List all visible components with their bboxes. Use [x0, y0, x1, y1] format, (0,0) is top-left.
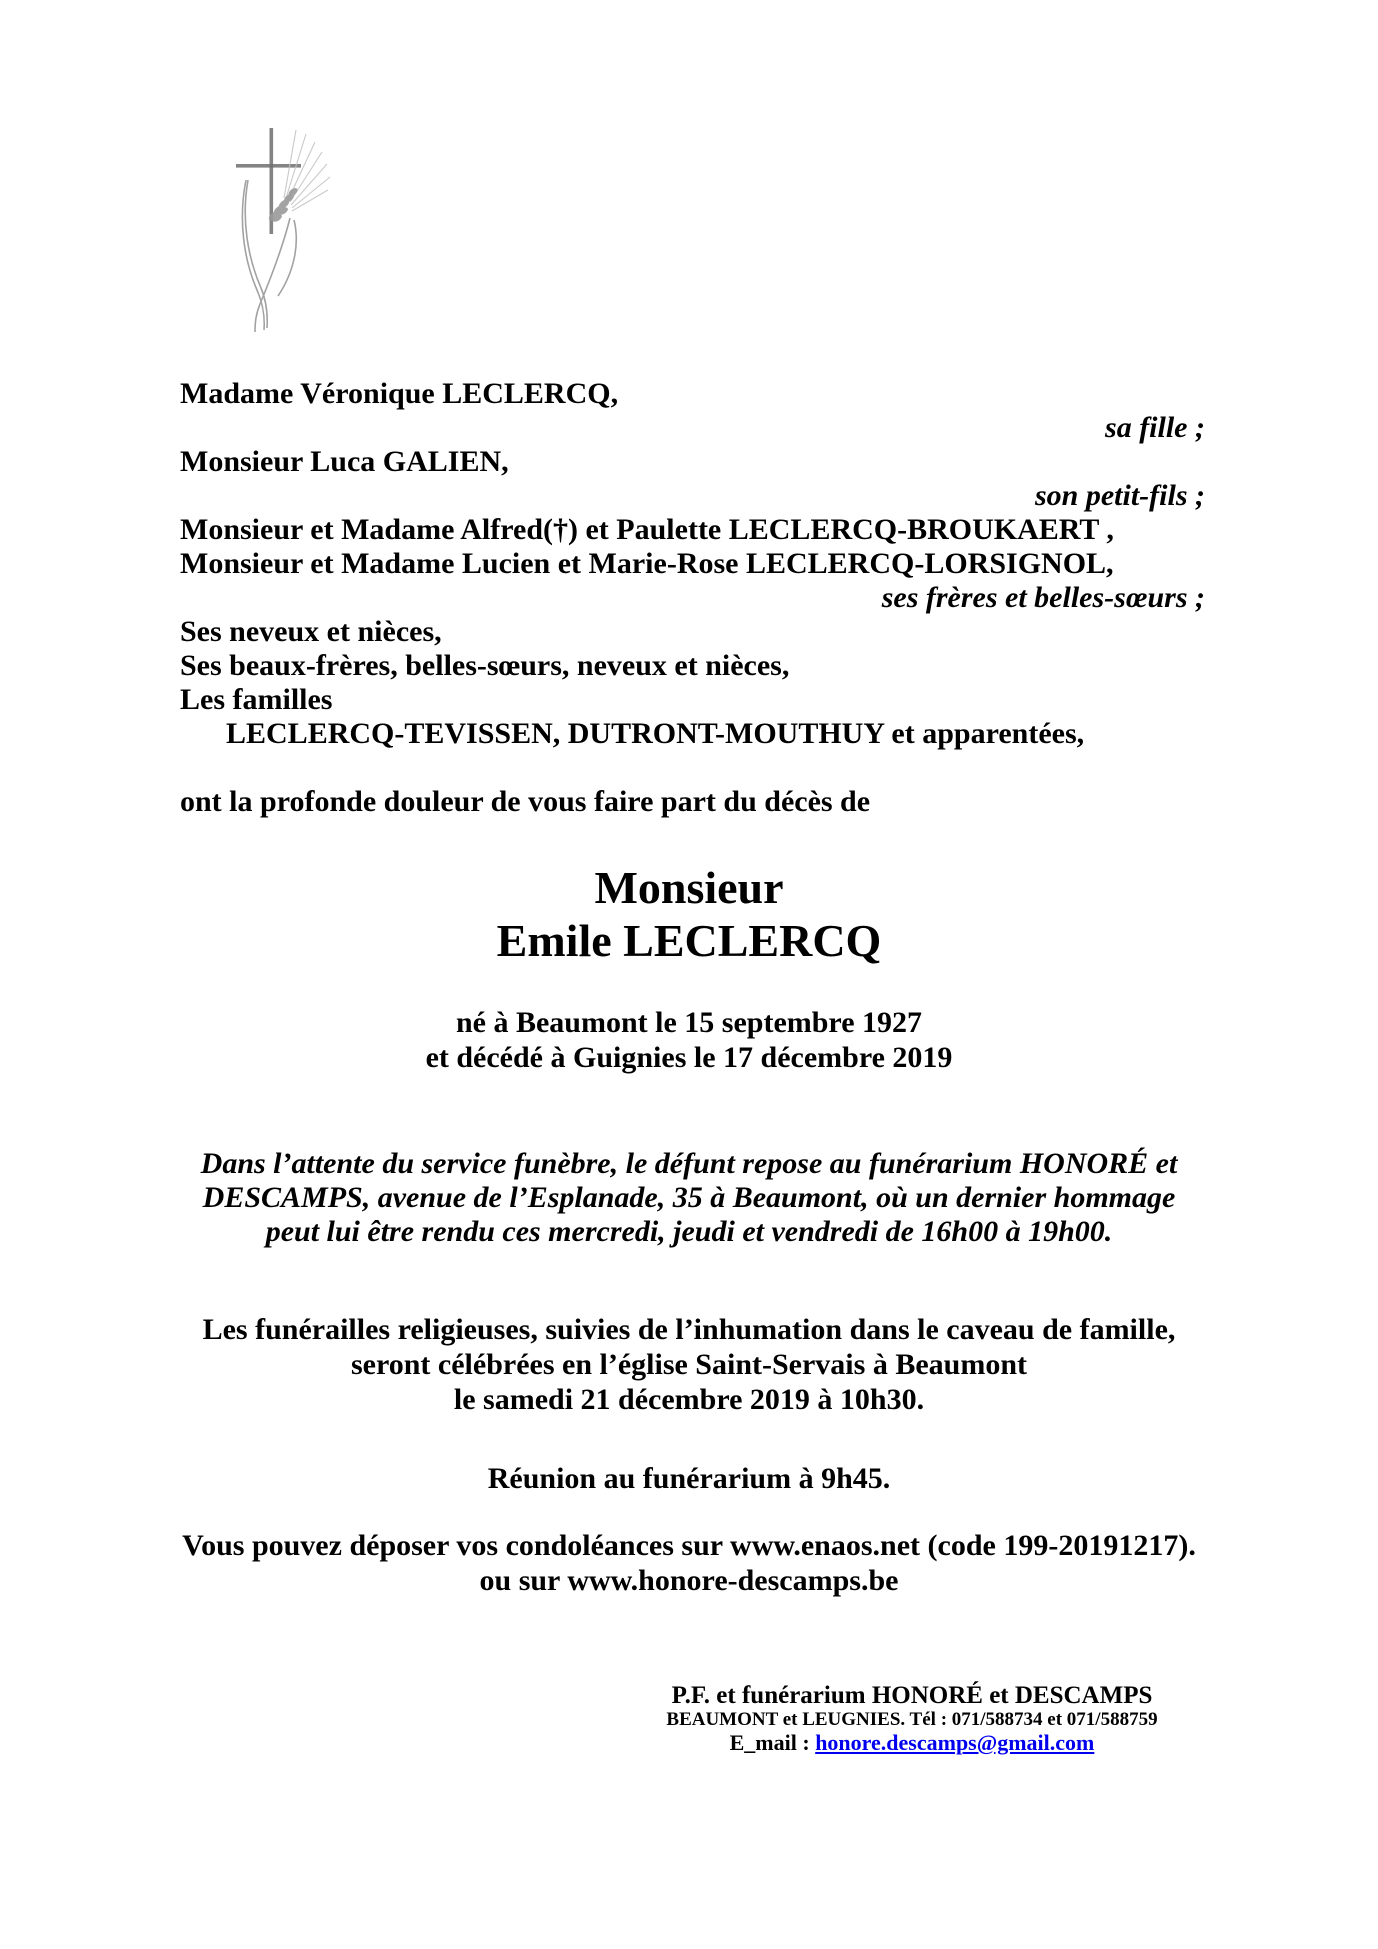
repose-notice — [90, 1147, 1288, 1249]
repose-line: DESCAMPS, avenue de l’Esplanade, 35 à Beaumont, où un dernier hommage — [202, 1181, 1176, 1214]
email-label: E_mail : — [729, 1730, 816, 1755]
announcement-line: ont la profonde douleur de vous faire part du décès de — [180, 785, 871, 818]
family-line: Monsieur et Madame Alfred(†) et Paulette LECLERCQ-BROUKAERT , — [180, 513, 1114, 546]
cross-and-wheat-icon — [228, 122, 340, 334]
family-line: Monsieur Luca GALIEN, — [180, 445, 509, 478]
funeral-home-locations: BEAUMONT et LEUGNIES. Tél : 071/588734 et 071/588759 — [666, 1709, 1158, 1730]
relation-line: sa fille ; — [1105, 411, 1205, 444]
condolences-block — [60, 1528, 1318, 1598]
email-link[interactable]: honore.descamps@gmail.com — [815, 1730, 1095, 1755]
condolences-line: ou sur www.honore-descamps.be — [479, 1564, 899, 1597]
deceased-name-block — [0, 861, 1378, 967]
meeting-line: Réunion au funérarium à 9h45. — [487, 1462, 891, 1495]
funeral-home-footer — [600, 1682, 1224, 1755]
birth-line: né à Beaumont le 15 septembre 1927 — [455, 1006, 923, 1039]
deceased-name: Emile LECLERCQ — [496, 915, 882, 966]
ceremony-block — [90, 1312, 1288, 1417]
family-line: Monsieur et Madame Lucien et Marie-Rose LECLERCQ-LORSIGNOL, — [180, 547, 1114, 580]
ceremony-line: seront célébrées en l’église Saint-Servais à Beaumont — [350, 1348, 1027, 1381]
ceremony-line: le samedi 21 décembre 2019 à 10h30. — [453, 1383, 925, 1416]
family-line: Les familles — [180, 683, 333, 716]
condolences-line: Vous pouvez déposer vos condoléances sur www.enaos.net (code 199-20191217). — [182, 1529, 1196, 1562]
deceased-title: Monsieur — [594, 862, 784, 913]
family-line: Ses neveux et nièces, — [180, 615, 442, 648]
family-line: LECLERCQ-TEVISSEN, DUTRONT-MOUTHUY et apparentées, — [226, 717, 1085, 750]
ceremony-line: Les funérailles religieuses, suivies de l’inhumation dans le caveau de famille, — [202, 1313, 1176, 1346]
dates-block — [0, 1005, 1378, 1075]
family-line: Madame Véronique LECLERCQ, — [180, 377, 619, 410]
relation-line: son petit-fils ; — [1035, 479, 1205, 512]
family-list — [180, 377, 1205, 819]
funeral-home-email-line — [600, 1730, 1224, 1755]
funeral-home-name: P.F. et funérarium HONORÉ et DESCAMPS — [671, 1682, 1153, 1709]
spacer-line — [180, 751, 1205, 785]
repose-line: Dans l’attente du service funèbre, le défunt repose au funérarium HONORÉ et — [200, 1147, 1178, 1180]
relation-line: ses frères et belles-sœurs ; — [881, 581, 1205, 614]
family-line: Ses beaux-frères, belles-sœurs, neveux et nièces, — [180, 649, 790, 682]
death-line: et décédé à Guignies le 17 décembre 2019 — [425, 1041, 953, 1074]
repose-line: peut lui être rendu ces mercredi, jeudi et vendredi de 16h00 à 19h00. — [265, 1215, 1113, 1248]
